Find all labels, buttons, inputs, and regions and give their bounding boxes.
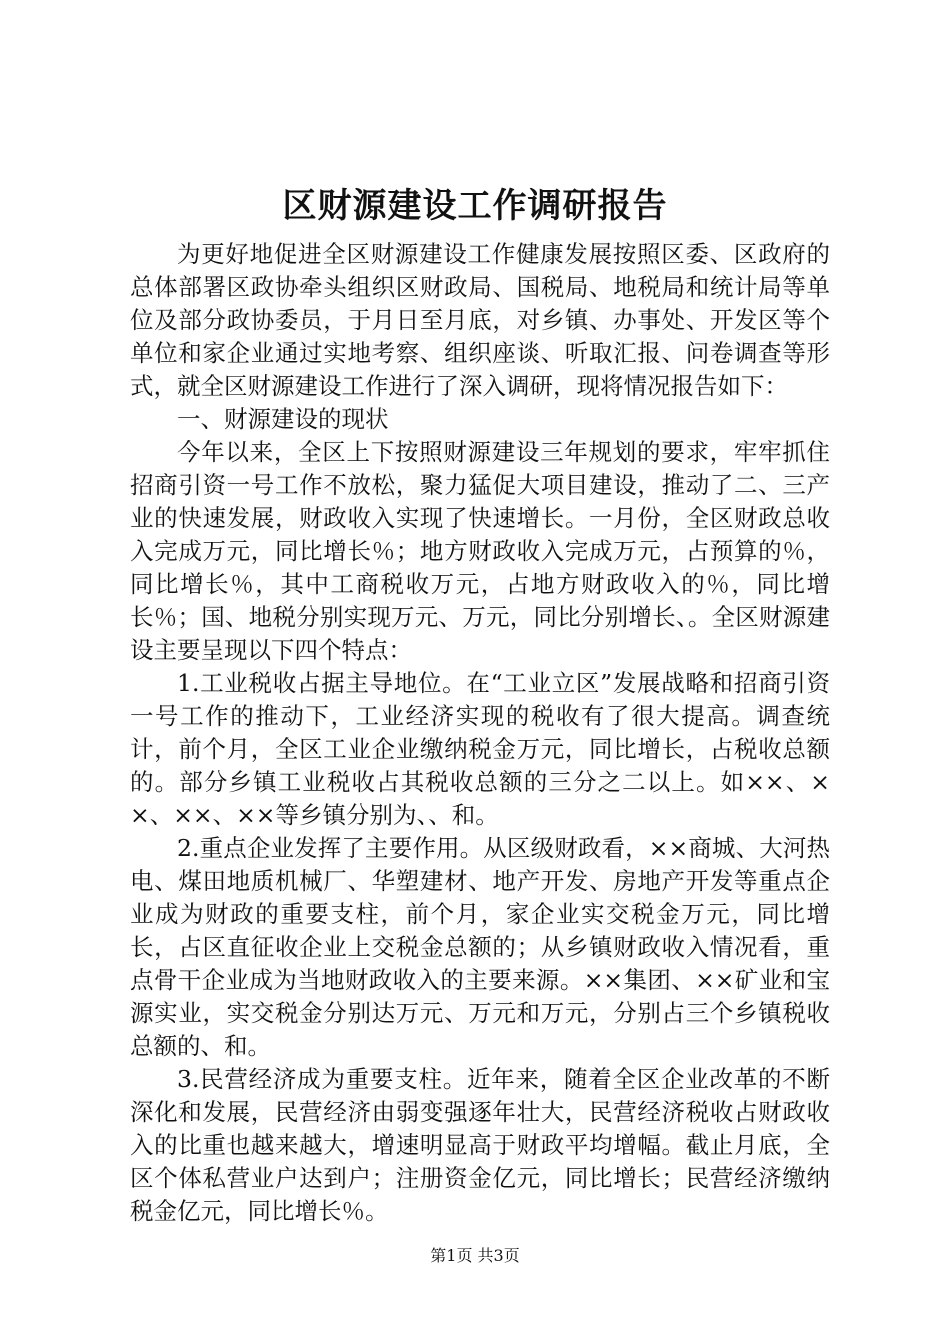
page-footer: 第1页 共3页 (430, 1246, 520, 1265)
intro-paragraph: 为更好地促进全区财源建设工作健康发展按照区委、区政府的总体部署区政协牵头组织区财政局、国税局、地税局和统计局等单位及部分政协委员，于月日至月底，对乡镇、办事处、开发区等个单位和家企业通过实地考察、组织座谈、听取汇报、问卷调查等形式，就全区财源建设工作进行了深入调研，现将情况报告如下： (130, 240, 830, 400)
status-paragraph: 今年以来，全区上下按照财源建设三年规划的要求，牢牢抓住招商引资一号工作不放松，聚力猛促大项目建设，推动了二、三产业的快速发展，财政收入实现了快速增长。一月份，全区财政总收入完成万元，同比增长％；地方财政收入完成万元，占预算的％，同比增长％，其中工商税收万元，占地方财政收入的％，同比增长％；国、地税分别实现万元、万元，同比分别增长、。全区财源建设主要呈现以下四个特点： (130, 438, 830, 664)
point-2-paragraph: 2.重点企业发挥了主要作用。从区级财政看，××商城、大河热电、煤田地质机械厂、华塑建材、地产开发、房地产开发等重点企业成为财政的重要支柱，前个月，家企业实交税金万元，同比增长，占区直征收企业上交税金总额的；从乡镇财政收入情况看，重点骨干企业成为当地财政收入的主要来源。××集团、××矿业和宝源实业，实交税金分别达万元、万元和万元，分别占三个乡镇税收总额的、和。 (130, 834, 830, 1060)
point-1-paragraph: 1.工业税收占据主导地位。在“工业立区”发展战略和招商引资一号工作的推动下，工业经济实现的税收有了很大提高。调查统计，前个月，全区工业企业缴纳税金万元，同比增长，占税收总额的。部分乡镇工业税收占其税收总额的三分之二以上。如××、××、××、××等乡镇分别为、、和。 (130, 669, 830, 829)
document-title: 区财源建设工作调研报告 (282, 186, 668, 226)
document-body (130, 238, 830, 1228)
point-3-paragraph: 3.民营经济成为重要支柱。近年来，随着全区企业改革的不断深化和发展，民营经济由弱变强逐年壮大，民营经济税收占财政收入的比重也越来越大，增速明显高于财政平均增幅。截止月底，全区个体私营业户达到户；注册资金亿元，同比增长；民营经济缴纳税金亿元，同比增长％。 (130, 1065, 830, 1225)
section-heading: 一、财源建设的现状 (177, 405, 389, 433)
